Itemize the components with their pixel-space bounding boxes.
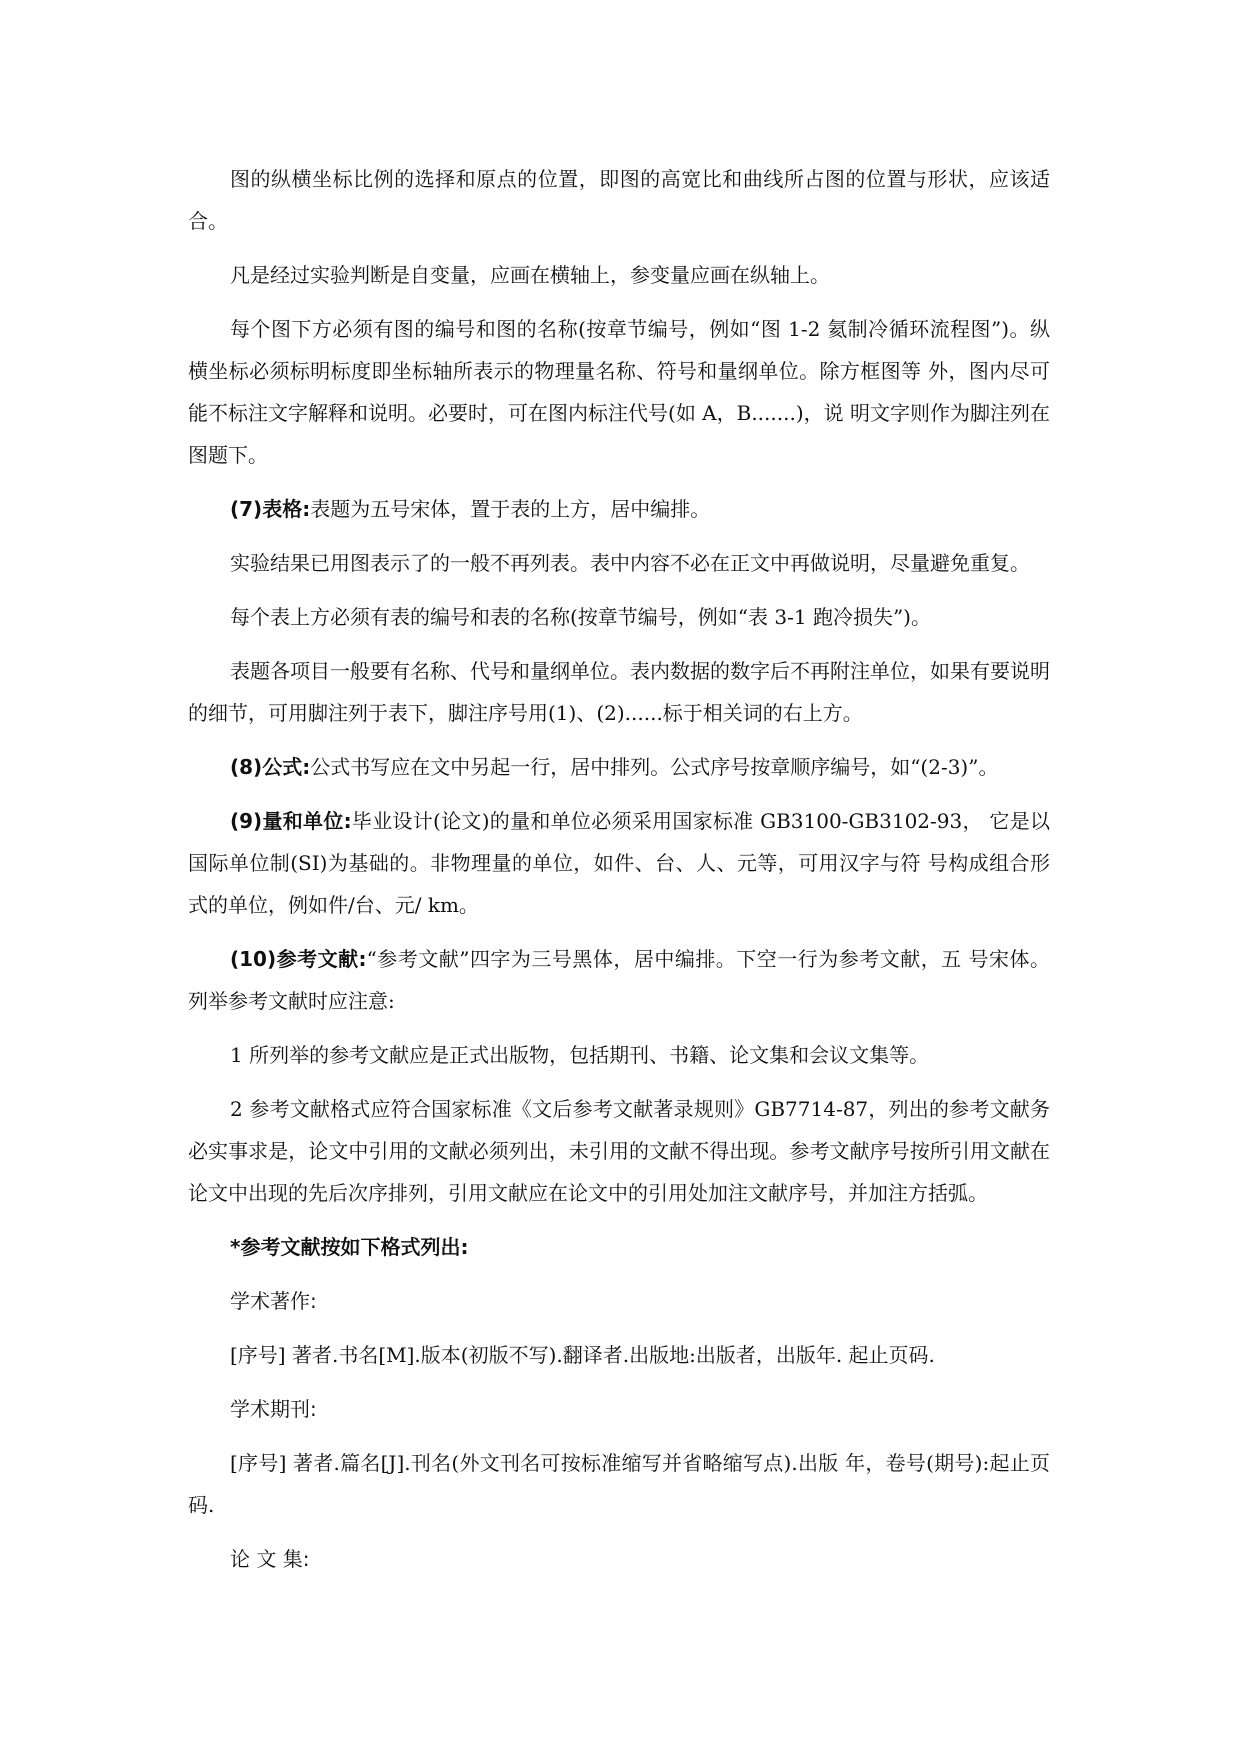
reference-type-journal: 学术期刊: bbox=[230, 1397, 317, 1421]
paragraph-reference-rule-2: 2 参考文献格式应符合国家标准《文后参考文献著录规则》GB7714-87，列出的参考文献务必实事求是，论文中引用的文献必须列出，未引用的文献不得出现。参考文献序号按所引用文献在论文中出现的先后次序排列，引用文献应在论文中的引用处加注文献序号，并加注方括弧。 bbox=[188, 1097, 1050, 1205]
paragraph-tables bbox=[188, 488, 1050, 530]
reference-type-monograph: 学术著作: bbox=[230, 1289, 317, 1313]
paragraph-text: 表题为五号宋体，置于表的上方，居中编排。 bbox=[310, 497, 711, 521]
reference-format-journal: [序号] 著者.篇名[J].刊名(外文刊名可按标准缩写并省略缩写点).出版 年，卷号(期号):起止页码. bbox=[188, 1451, 1050, 1517]
paragraph-text: 毕业设计(论文)的量和单位必须采用国家标准 GB3100-GB3102-93， 它是以国际单位制(SI)为基础的。非物理量的单位，如件、台、人、元等，可用汉字与符 号构成组合形式的单位，例如件/台、元/ km。 bbox=[188, 809, 1050, 917]
paragraph-units bbox=[188, 800, 1050, 926]
paragraph-table-caption: 每个表上方必须有表的编号和表的名称(按章节编号，例如“表 3-1 跑冷损失”)。 bbox=[230, 605, 931, 629]
paragraph-references bbox=[188, 938, 1050, 1022]
paragraph-formulas bbox=[188, 746, 1050, 788]
reference-format-monograph: [序号] 著者.书名[M].版本(初版不写).翻译者.出版地:出版者，出版年. 起止页码. bbox=[230, 1343, 935, 1367]
reference-type-proceedings: 论 文 集: bbox=[230, 1547, 310, 1571]
section-heading-tables: (7)表格: bbox=[230, 497, 311, 521]
paragraph-figure-scale: 图的纵横坐标比例的选择和原点的位置，即图的高宽比和曲线所占图的位置与形状，应该适合。 bbox=[188, 167, 1050, 233]
document-page bbox=[188, 158, 1050, 1592]
paragraph-reference-rule-1: 1 所列举的参考文献应是正式出版物，包括期刊、书籍、论文集和会议文集等。 bbox=[230, 1043, 930, 1067]
paragraph-text: 公式书写应在文中另起一行，居中排列。公式序号按章顺序编号，如“(2-3)”。 bbox=[310, 755, 999, 779]
paragraph-text: “参考文献”四字为三号黑体，居中编排。下空一行为参考文献，五 号宋体。 列举参考文献时应注意: bbox=[188, 947, 1050, 1013]
section-heading-references: (10)参考文献: bbox=[230, 947, 367, 971]
paragraph-figure-caption: 每个图下方必须有图的编号和图的名称(按章节编号，例如“图 1-2 氦制冷循环流程图”)。纵横坐标必须标明标度即坐标轴所表示的物理量名称、符号和量纲单位。除方框图等 外，图内尽可能不标注文字解释和说明。必要时，可在图内标注代号(如 A，B.......)，说 明文字则作为脚注列在图题下。 bbox=[188, 317, 1050, 467]
section-heading-units: (9)量和单位: bbox=[230, 809, 352, 833]
section-heading-formulas: (8)公式: bbox=[230, 755, 311, 779]
paragraph-table-headers: 表题各项目一般要有名称、代号和量纲单位。表内数据的数字后不再附注单位，如果有要说明的细节，可用脚注列于表下，脚注序号用(1)、(2)......标于相关词的右上方。 bbox=[188, 659, 1050, 725]
reference-format-heading: *参考文献按如下格式列出: bbox=[230, 1235, 469, 1259]
paragraph-axis-variables: 凡是经过实验判断是自变量，应画在横轴上，参变量应画在纵轴上。 bbox=[230, 263, 830, 287]
paragraph-no-duplicate-tables: 实验结果已用图表示了的一般不再列表。表中内容不必在正文中再做说明，尽量避免重复。 bbox=[230, 551, 1030, 575]
